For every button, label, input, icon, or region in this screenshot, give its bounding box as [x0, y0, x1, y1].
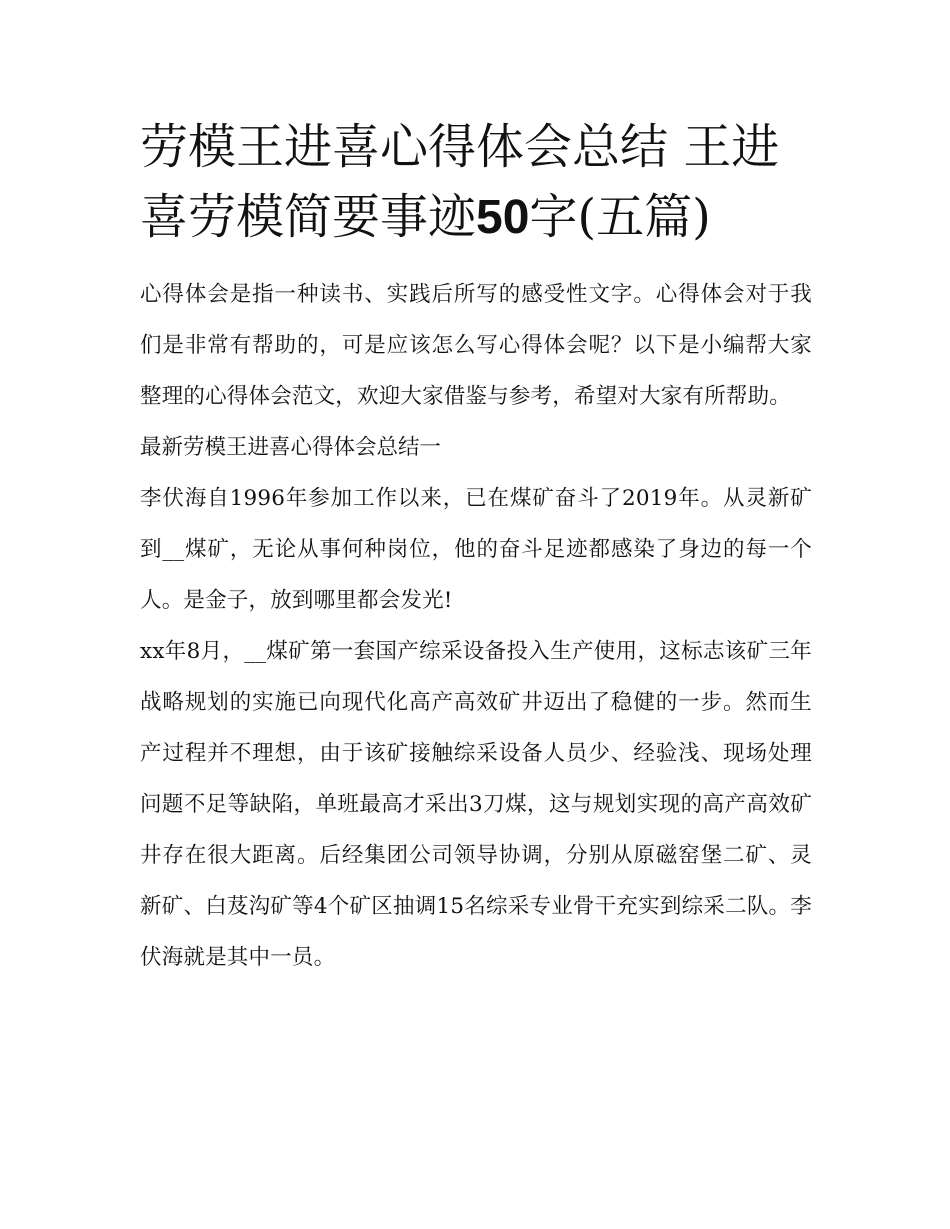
section-heading: 最新劳模王进喜心得体会总结一	[140, 435, 442, 460]
document-title	[140, 112, 812, 253]
intro-paragraph: 心得体会是指一种读书、实践后所写的感受性文字。心得体会对于我们是非常有帮助的，可是应该怎么写心得体会呢？以下是小编帮大家整理的心得体会范文，欢迎大家借鉴与参考，希望对大家有所帮助。	[140, 282, 812, 409]
title-number: 50	[476, 191, 530, 244]
body-paragraph-2: xx年8月，__煤矿第一套国产综采设备投入生产使用，这标志该矿三年战略规划的实施已向现代化高产高效矿井迈出了稳健的一步。然而生产过程并不理想，由于该矿接触综采设备人员少、经验浅、现场处理问题不足等缺陷，单班最高才采出3刀煤，这与规划实现的高产高效矿井存在很大距离。后经集团公司领导协调，分别从原磁窑堡二矿、灵新矿、白芨沟矿等4个矿区抽调15名综采专业骨干充实到综采二队。李伏海就是其中一员。	[140, 639, 812, 970]
title-text-end: 字(五篇)	[529, 189, 711, 245]
body-paragraph-1: 李伏海自1996年参加工作以来，已在煤矿奋斗了2019年。从灵新矿到__煤矿，无论从事何种岗位，他的奋斗足迹都感染了身边的每一个人。是金子，放到哪里都会发光!	[140, 486, 812, 613]
document-body	[140, 269, 812, 983]
document-page	[140, 112, 812, 983]
title-text-main: 劳模王进喜心得体会总结 王进喜劳模简要事迹	[140, 119, 780, 245]
